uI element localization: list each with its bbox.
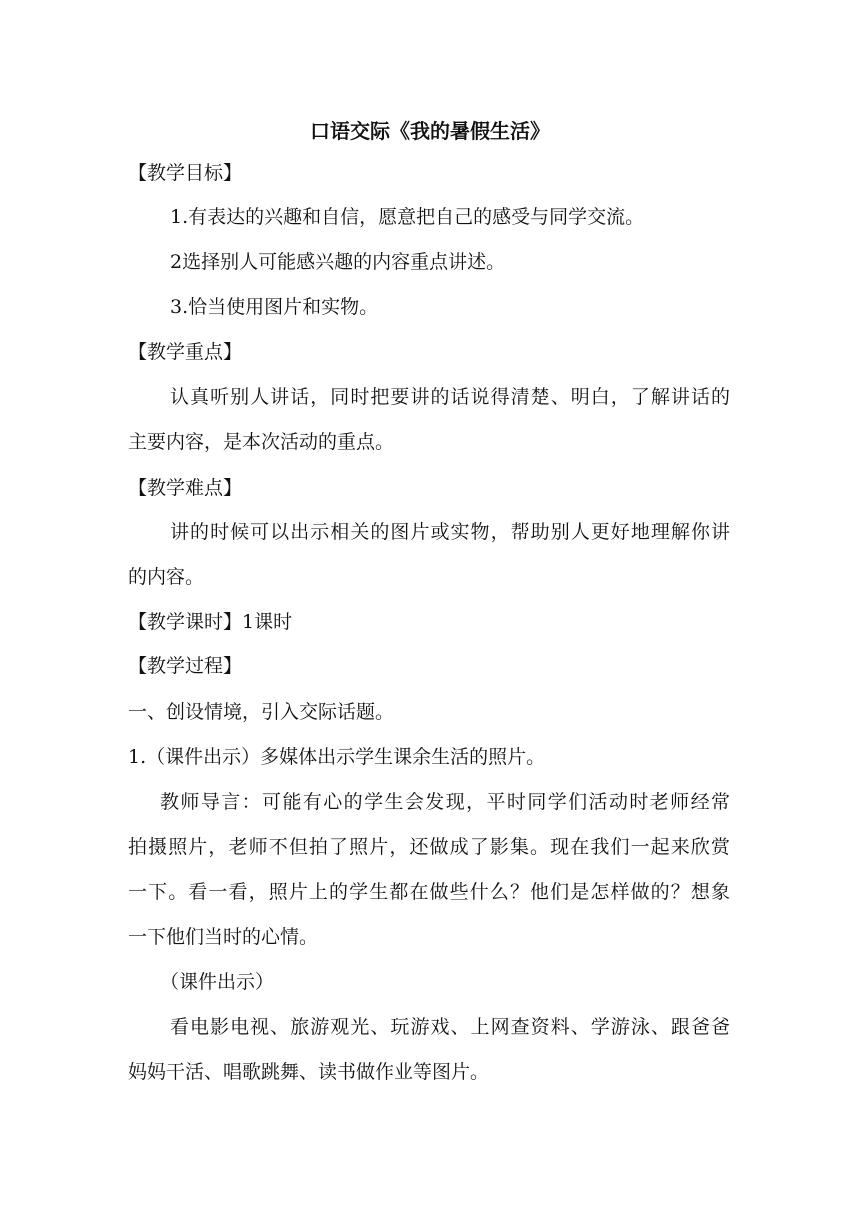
difficulties-paragraph-line: 讲的时候可以出示相关的图片或实物，帮助别人更好地理解你讲 [170,521,730,543]
process-step-title: 一、创设情境，引入交际话题。 [128,701,395,723]
process-item: 1.（课件出示）多媒体出示学生课余生活的照片。 [128,746,546,768]
teacher-intro-line: 一下。看一看，照片上的学生都在做些什么？他们是怎样做的？想象 [128,881,730,903]
class-hours-line: 【教学课时】1课时 [128,611,293,633]
difficulties-heading: 【教学难点】 [128,477,243,499]
pictures-line: 看电影电视、旅游观光、玩游戏、上网查资料、学游泳、跟爸爸 [170,1016,730,1038]
document-title: 口语交际《我的暑假生活》 [310,119,550,143]
process-heading: 【教学过程】 [128,655,243,677]
teacher-intro-line: 拍摄照片，老师不但拍了照片，还做成了影集。现在我们一起来欣赏 [128,836,730,858]
key-points-paragraph-line: 主要内容，是本次活动的重点。 [128,431,395,453]
key-points-heading: 【教学重点】 [128,341,243,363]
pictures-line: 妈妈干活、唱歌跳舞、读书做作业等图片。 [128,1061,490,1083]
difficulties-paragraph-line: 的内容。 [128,566,205,588]
key-points-paragraph-line: 认真听别人讲话，同时把要讲的话说得清楚、明白，了解讲话的 [170,386,730,408]
objective-item: 2选择别人可能感兴趣的内容重点讲述。 [170,251,506,273]
teacher-intro-line: 一下他们当时的心情。 [128,926,319,948]
objective-item: 3.恰当使用图片和实物。 [170,296,379,318]
objectives-heading: 【教学目标】 [128,162,243,184]
objective-item: 1.有表达的兴趣和自信，愿意把自己的感受与同学交流。 [170,206,645,228]
teacher-intro-line: 教师导言：可能有心的学生会发现，平时同学们活动时老师经常 [160,791,730,813]
courseware-label: （课件出示） [160,971,275,993]
